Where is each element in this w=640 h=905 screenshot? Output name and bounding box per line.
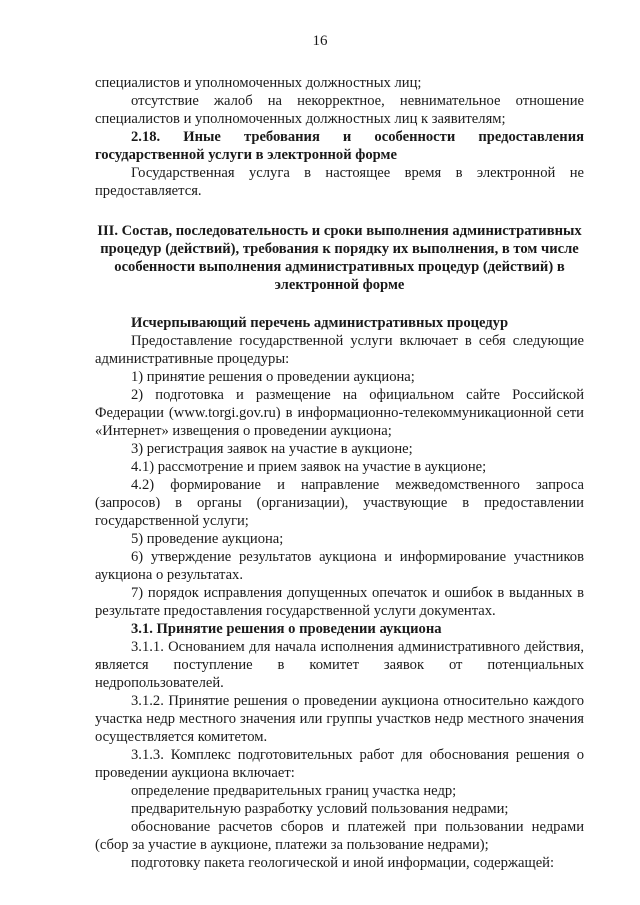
paragraph: специалистов и уполномоченных должностных лиц; — [95, 75, 422, 91]
paragraph: Предоставление государственной услуги включает в себя следующие административные процедуры: — [95, 333, 584, 367]
list-item: 4.2) формирование и направление межведомственного запроса (запросов) в органы (организации), участвующие в предоставлении государственной услуги; — [95, 477, 584, 529]
subsection-heading: Исчерпывающий перечень административных процедур — [131, 315, 509, 331]
section-heading: 3.1. Принятие решения о проведении аукциона — [131, 621, 442, 637]
list-item: предварительную разработку условий пользования недрами; — [131, 801, 509, 817]
list-item: подготовку пакета геологической и иной информации, содержащей: — [131, 855, 555, 871]
list-item: 2) подготовка и размещение на официальном сайте Российской Федерации (www.torgi.gov.ru) в информационно-телекоммуникационной сети «Интернет» извещения о проведении аукциона; — [95, 387, 584, 439]
list-item: определение предварительных границ участка недр; — [131, 783, 457, 799]
list-item: 5) проведение аукциона; — [131, 531, 284, 547]
list-item: 6) утверждение результатов аукциона и информирование участников аукциона о результатах. — [95, 549, 584, 583]
document-body — [95, 74, 584, 872]
section-heading: 2.18. Иные требования и особенности предоставления государственной услуги в электронной форме — [95, 129, 584, 163]
paragraph: 3.1.3. Комплекс подготовительных работ для обоснования решения о проведении аукциона включает: — [95, 747, 584, 781]
paragraph: отсутствие жалоб на некорректное, невнимательное отношение специалистов и уполномоченных должностных лиц к заявителям; — [95, 93, 584, 127]
list-item: обоснование расчетов сборов и платежей при пользовании недрами (сбор за участие в аукционе, платежи за пользование недрами); — [95, 819, 584, 853]
chapter-heading: III. Состав, последовательность и сроки выполнения административных процедур (действий), требования к порядку их выполнения, в том числе особенности выполнения административных процедур (действий) в электронной форме — [97, 223, 582, 293]
paragraph: 3.1.1. Основанием для начала исполнения административного действия, является поступление в комитет заявок от потенциальных недропользователей. — [95, 639, 584, 691]
list-item: 3) регистрация заявок на участие в аукционе; — [131, 441, 413, 457]
paragraph: 3.1.2. Принятие решения о проведении аукциона относительно каждого участка недр местного значения или группы участков недр местного значения осуществляется комитетом. — [95, 693, 584, 745]
list-item: 4.1) рассмотрение и прием заявок на участие в аукционе; — [131, 459, 487, 475]
list-item: 7) порядок исправления допущенных опечаток и ошибок в выданных в результате предоставления государственной услуги документах. — [95, 585, 584, 619]
list-item: 1) принятие решения о проведении аукциона; — [131, 369, 415, 385]
paragraph: Государственная услуга в настоящее время в электронной не предоставляется. — [95, 165, 584, 199]
page-number: 16 — [312, 33, 328, 49]
